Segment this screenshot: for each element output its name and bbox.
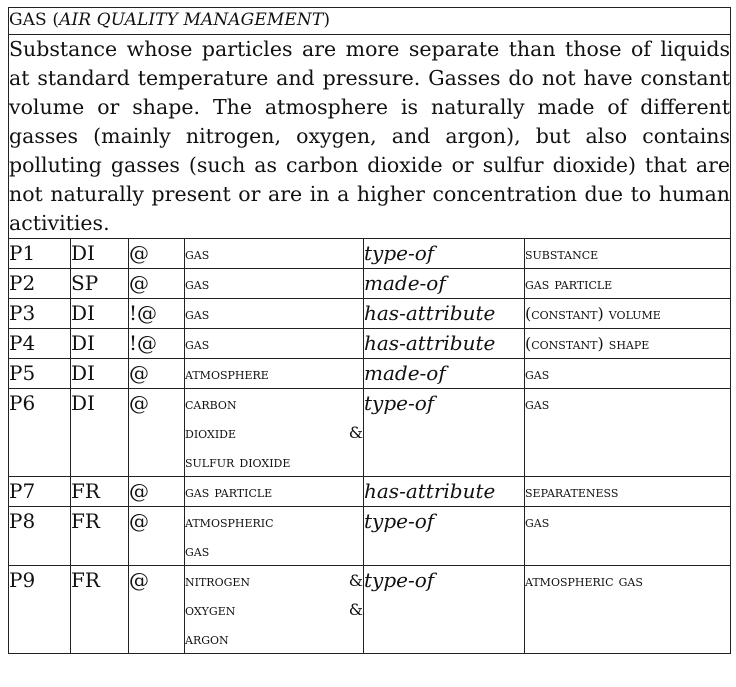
property-subject: gas bbox=[185, 239, 364, 269]
entry-title: GAS (AIR QUALITY MANAGEMENT) bbox=[9, 8, 731, 35]
property-subject: gas particle bbox=[185, 477, 364, 507]
property-type: DI bbox=[71, 359, 129, 389]
property-relation: type-of bbox=[364, 239, 525, 269]
property-relation: made-of bbox=[364, 269, 525, 299]
property-marker: @ bbox=[129, 477, 185, 507]
entry-definition: Substance whose particles are more separate than those of liquids at standard temperature and pressure. Gasses do not have constant volume or shape. The atmosphere is naturally made of different gasses (mainly nitrogen, oxygen, and argon), but also contains polluting gasses (such as carbon dioxide or sulfur dioxide) that are not naturally present or are in a higher concentration due to human activities. bbox=[9, 35, 731, 239]
property-type: DI bbox=[71, 389, 129, 477]
property-id: P8 bbox=[9, 507, 71, 566]
property-relation: type-of bbox=[364, 566, 525, 654]
property-object: gas particle bbox=[525, 269, 731, 299]
property-marker: @ bbox=[129, 389, 185, 477]
property-id: P7 bbox=[9, 477, 71, 507]
property-subject: gas bbox=[185, 299, 364, 329]
property-object: (constant) shape bbox=[525, 329, 731, 359]
property-object: (constant) volume bbox=[525, 299, 731, 329]
table-row bbox=[9, 359, 731, 389]
table-row bbox=[9, 389, 731, 477]
property-marker: !@ bbox=[129, 329, 185, 359]
property-type: FR bbox=[71, 507, 129, 566]
property-subject: atmospheric gas bbox=[185, 507, 364, 566]
property-subject: gas bbox=[185, 269, 364, 299]
property-type: DI bbox=[71, 329, 129, 359]
property-relation: has-attribute bbox=[364, 477, 525, 507]
table-row bbox=[9, 507, 731, 566]
property-relation: made-of bbox=[364, 359, 525, 389]
concept-table bbox=[8, 7, 731, 654]
property-id: P6 bbox=[9, 389, 71, 477]
property-marker: @ bbox=[129, 269, 185, 299]
property-subject: nitrogen & oxygen & argon bbox=[185, 566, 364, 654]
property-relation: type-of bbox=[364, 507, 525, 566]
entry-term: GAS bbox=[9, 10, 47, 30]
table-row bbox=[9, 299, 731, 329]
property-object: separateness bbox=[525, 477, 731, 507]
property-type: DI bbox=[71, 299, 129, 329]
table-row bbox=[9, 566, 731, 654]
property-type: SP bbox=[71, 269, 129, 299]
property-marker: !@ bbox=[129, 299, 185, 329]
concept-card bbox=[8, 7, 730, 654]
property-type: FR bbox=[71, 566, 129, 654]
property-object: atmospheric gas bbox=[525, 566, 731, 654]
property-relation: has-attribute bbox=[364, 299, 525, 329]
property-marker: @ bbox=[129, 566, 185, 654]
property-marker: @ bbox=[129, 239, 185, 269]
table-row bbox=[9, 269, 731, 299]
property-type: DI bbox=[71, 239, 129, 269]
property-id: P5 bbox=[9, 359, 71, 389]
property-id: P9 bbox=[9, 566, 71, 654]
table-row bbox=[9, 329, 731, 359]
table-row bbox=[9, 239, 731, 269]
property-object: gas bbox=[525, 359, 731, 389]
property-relation: has-attribute bbox=[364, 329, 525, 359]
property-subject: atmosphere bbox=[185, 359, 364, 389]
property-subject: gas bbox=[185, 329, 364, 359]
table-row bbox=[9, 477, 731, 507]
property-type: FR bbox=[71, 477, 129, 507]
property-object: gas bbox=[525, 507, 731, 566]
property-object: gas bbox=[525, 389, 731, 477]
property-marker: @ bbox=[129, 507, 185, 566]
property-id: P1 bbox=[9, 239, 71, 269]
property-relation: type-of bbox=[364, 389, 525, 477]
property-subject: carbon dioxide & sulfur dioxide bbox=[185, 389, 364, 477]
property-marker: @ bbox=[129, 359, 185, 389]
entry-domain: AIR QUALITY MANAGEMENT bbox=[59, 10, 324, 30]
property-object: substance bbox=[525, 239, 731, 269]
property-id: P3 bbox=[9, 299, 71, 329]
property-id: P4 bbox=[9, 329, 71, 359]
property-id: P2 bbox=[9, 269, 71, 299]
